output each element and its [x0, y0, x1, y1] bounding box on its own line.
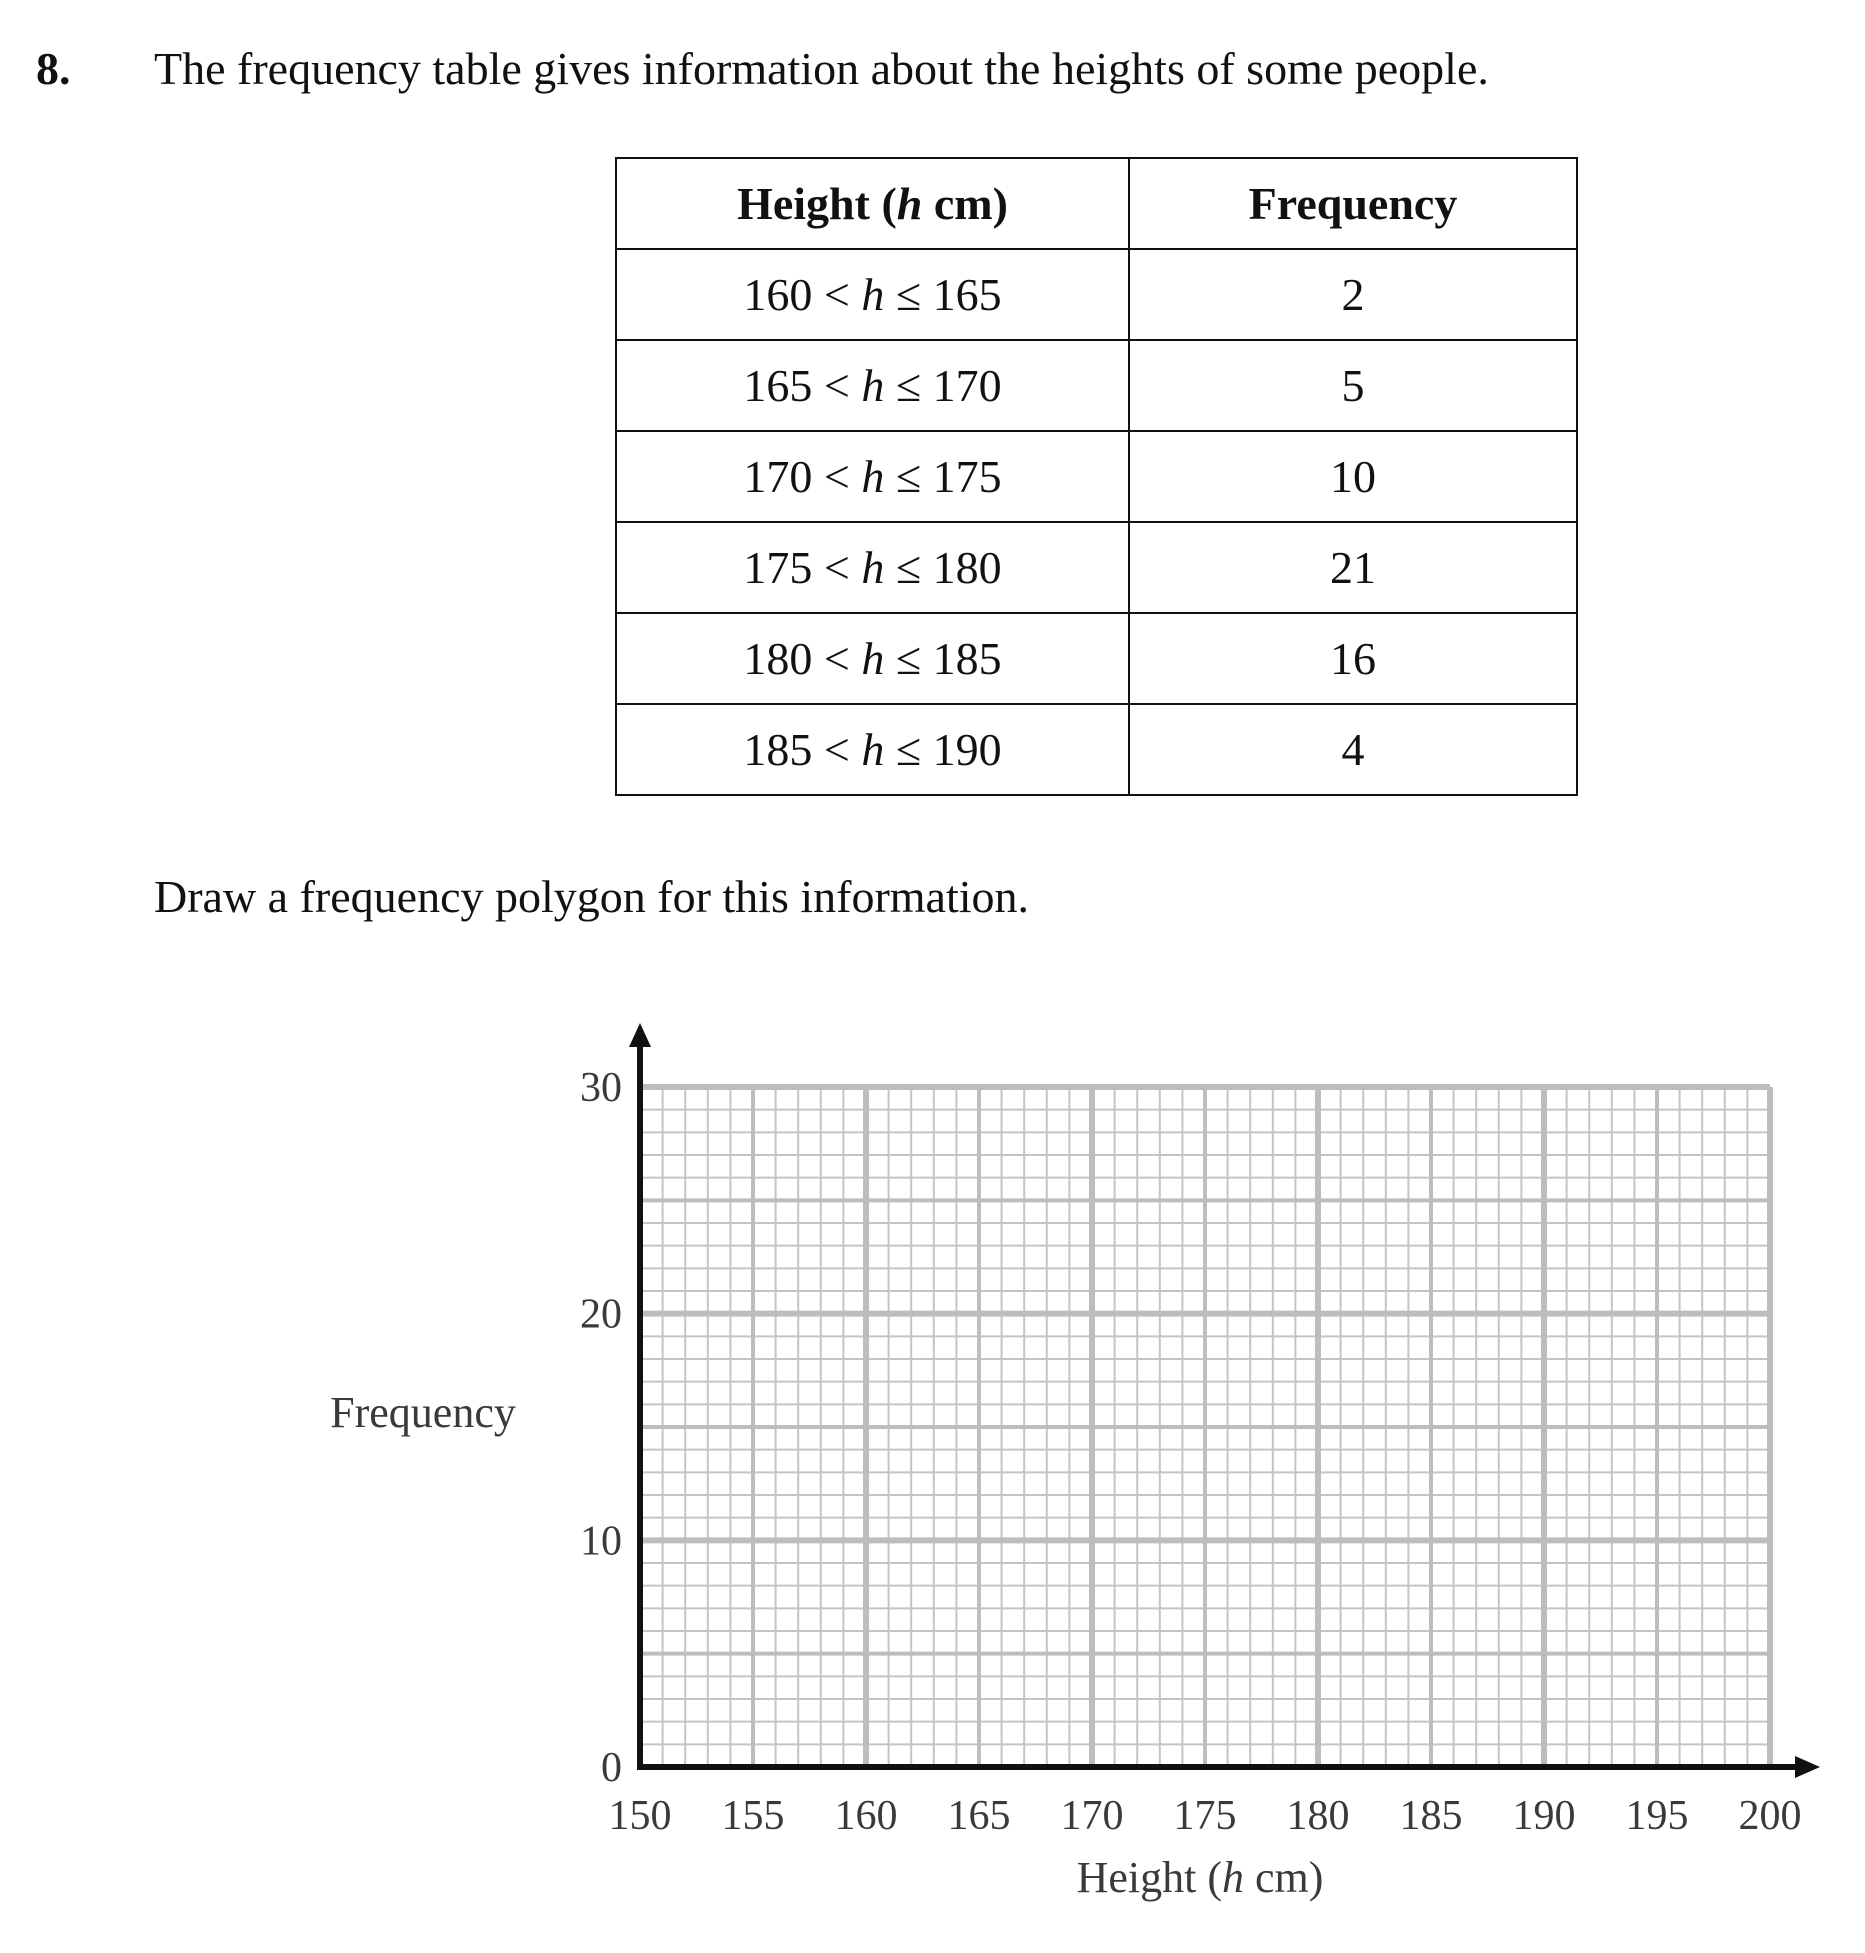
- height-cell: 185 < h ≤ 190: [616, 704, 1129, 795]
- x-tick-label: 170: [1060, 1793, 1124, 1839]
- y-tick-label: 30: [580, 1065, 622, 1111]
- y-axis-arrow-icon: [629, 1023, 651, 1047]
- x-tick-label: 160: [834, 1793, 898, 1839]
- y-axis-label: Frequency: [330, 1388, 516, 1437]
- y-tick-label: 0: [601, 1745, 622, 1791]
- x-tick-label: 155: [721, 1793, 785, 1839]
- frequency-cell: 10: [1129, 431, 1577, 522]
- x-tick-label: 190: [1512, 1793, 1576, 1839]
- x-tick-label: 195: [1625, 1793, 1689, 1839]
- frequency-cell: 4: [1129, 704, 1577, 795]
- x-tick-label: 150: [608, 1793, 672, 1839]
- y-tick-label: 10: [580, 1518, 622, 1565]
- x-axis-label: Height (h cm): [1076, 1853, 1324, 1902]
- header-frequency: Frequency: [1129, 158, 1577, 249]
- height-cell: 160 < h ≤ 165: [616, 249, 1129, 340]
- axes: [629, 1023, 1820, 1778]
- x-tick-label: 200: [1738, 1793, 1802, 1839]
- frequency-cell: 5: [1129, 340, 1577, 431]
- height-cell: 170 < h ≤ 175: [616, 431, 1129, 522]
- instruction-text: Draw a frequency polygon for this information.: [154, 871, 1030, 922]
- frequency-cell: 21: [1129, 522, 1577, 613]
- header-height: Height (h cm): [616, 158, 1129, 249]
- x-tick-label: 165: [947, 1793, 1011, 1839]
- frequency-cell: 16: [1129, 613, 1577, 704]
- question-number: 8.: [36, 43, 71, 94]
- x-tick-label: 175: [1173, 1793, 1237, 1839]
- x-tick-label: 185: [1399, 1793, 1463, 1839]
- y-tick-label: 20: [580, 1291, 622, 1338]
- height-cell: 165 < h ≤ 170: [616, 340, 1129, 431]
- tick-labels: [580, 1065, 1802, 1839]
- question-text: The frequency table gives information about the heights of some people.: [154, 43, 1489, 94]
- height-cell: 175 < h ≤ 180: [616, 522, 1129, 613]
- grid-major-lines: [640, 1087, 1770, 1767]
- x-tick-label: 180: [1286, 1793, 1350, 1839]
- frequency-cell: 2: [1129, 249, 1577, 340]
- height-cell: 180 < h ≤ 185: [616, 613, 1129, 704]
- x-axis-arrow-icon: [1795, 1756, 1820, 1778]
